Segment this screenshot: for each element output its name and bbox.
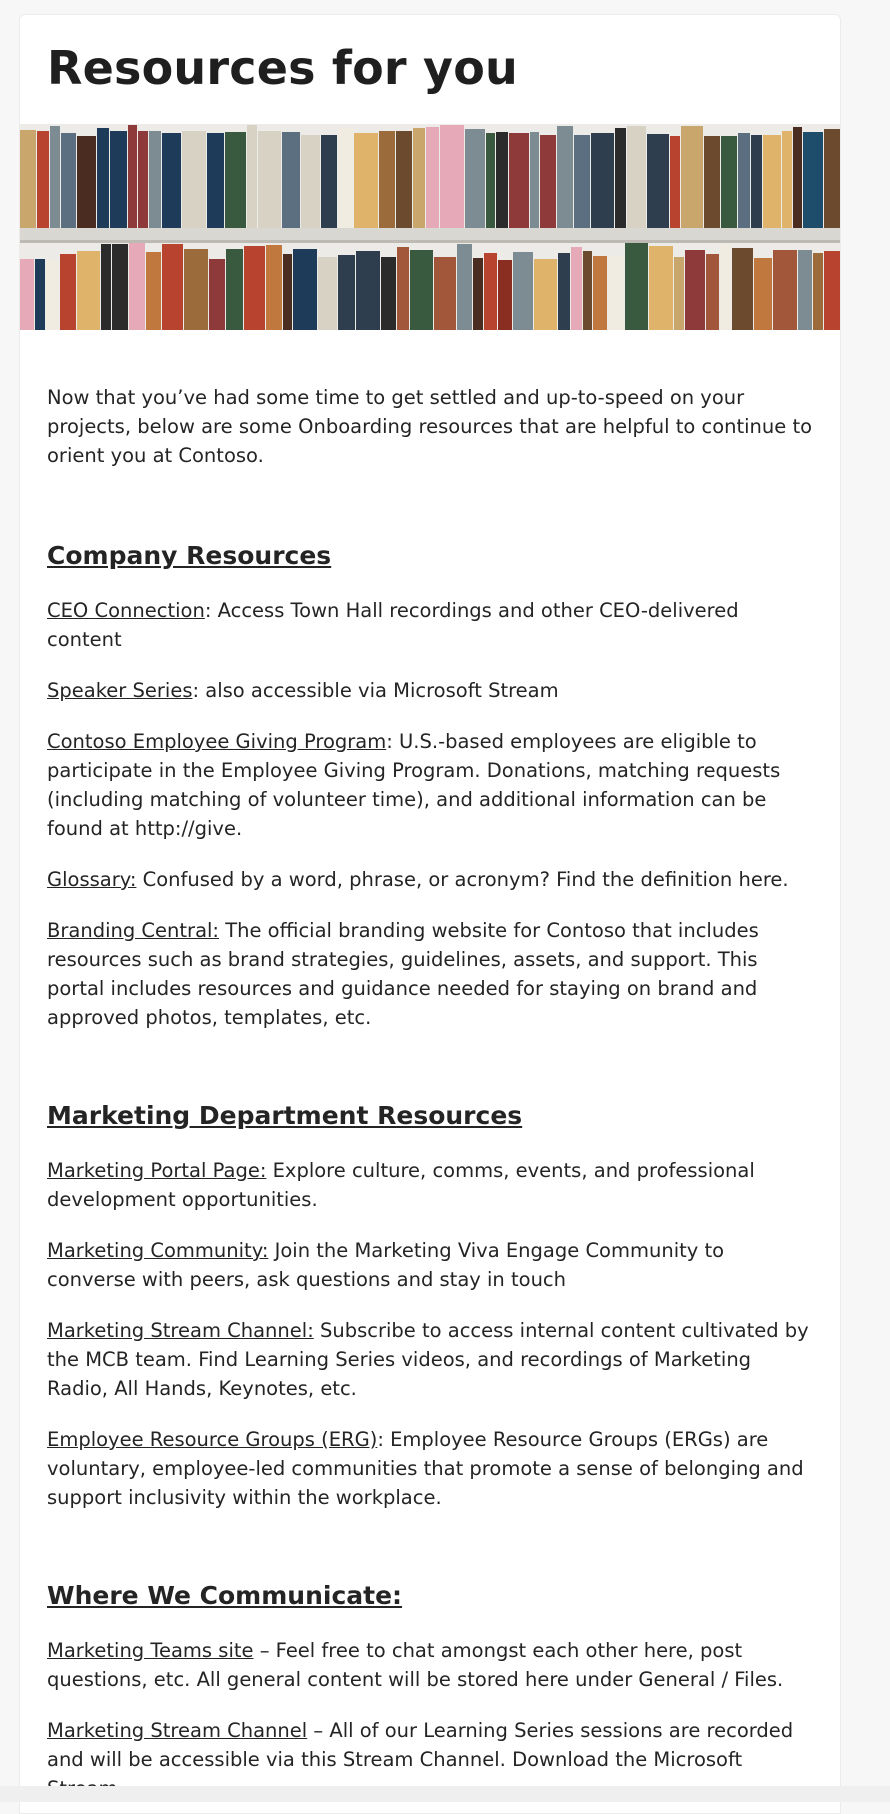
resource-description: Join the Marketing Viva Engage Community to converse with peers, ask questions and stay in touch — [47, 1239, 725, 1291]
shelf-plank — [20, 228, 841, 240]
resource-item — [47, 596, 817, 654]
resource-item — [47, 1425, 817, 1512]
book-spine — [627, 126, 646, 228]
book-spine — [793, 127, 802, 228]
book-spine — [813, 253, 823, 330]
book-spine — [681, 126, 703, 228]
book-spine — [247, 125, 257, 228]
book-spine — [574, 135, 590, 228]
book-spine — [184, 249, 208, 330]
erg-link[interactable]: Employee Resource Groups (ERG) — [47, 1428, 378, 1451]
stream-channel-link[interactable]: Marketing Stream Channel — [47, 1719, 308, 1742]
book-spine — [754, 258, 772, 330]
book-spine — [593, 256, 607, 330]
book-spine — [35, 259, 45, 330]
book-spine — [46, 260, 59, 330]
book-spine — [649, 246, 673, 330]
speaker-series-link[interactable]: Speaker Series — [47, 679, 193, 702]
book-spine — [484, 253, 497, 330]
book-spine — [738, 133, 750, 228]
book-spine — [615, 128, 626, 228]
book-spine — [338, 128, 353, 228]
book-spine — [301, 135, 320, 228]
book-spine — [37, 131, 49, 228]
book-spine — [162, 133, 181, 228]
book-spine — [763, 135, 781, 228]
marketing-teams-site-link[interactable]: Marketing Teams site — [47, 1639, 254, 1662]
book-spine — [110, 131, 127, 228]
employee-giving-link[interactable]: Contoso Employee Giving Program — [47, 730, 387, 753]
book-spine — [540, 135, 556, 228]
book-spine — [440, 125, 464, 228]
book-spine — [720, 244, 731, 330]
resource-description: : also accessible via Microsoft Stream — [192, 679, 559, 702]
book-spine — [97, 128, 109, 228]
resource-item — [47, 676, 817, 705]
marketing-resources-heading: Marketing Department Resources — [47, 1101, 523, 1130]
book-spine — [457, 244, 472, 330]
book-spine — [706, 254, 719, 330]
horizontal-scrollbar-track[interactable] — [0, 1786, 890, 1802]
content-body — [47, 383, 817, 1814]
book-spine — [379, 131, 395, 228]
book-spine — [803, 132, 823, 228]
book-spine — [101, 244, 111, 330]
book-spine — [608, 256, 624, 330]
book-spine — [60, 254, 76, 330]
book-spine — [530, 132, 539, 228]
book-spine — [266, 245, 282, 330]
bookshelf-banner-image — [20, 124, 841, 330]
book-spine — [625, 243, 648, 330]
book-spine — [824, 251, 841, 330]
book-spine — [77, 136, 96, 228]
book-spine — [396, 131, 412, 228]
resource-item — [47, 1156, 817, 1214]
book-spine — [258, 131, 281, 228]
resource-description: – All of our Learning Series sessions are recorded and will be accessible via this Stream Channel. Download the Microsoft — [47, 1719, 794, 1771]
resource-description: : U.S.-based employees are eligible to participate in the Employee Giving Program. Donations, matching requests (including matching of volunteer time), and additional information can be found at http://give. — [47, 730, 781, 840]
bookshelf-illustration — [20, 124, 841, 330]
resource-item — [47, 916, 817, 1032]
book-spine — [318, 257, 337, 330]
book-spine — [293, 249, 317, 330]
book-spine — [496, 132, 508, 228]
intro-paragraph: Now that you’ve had some time to get settled and up-to-speed on your projects, below are some Onboarding resources that are helpful to continue to orient you at Contoso. — [47, 386, 813, 467]
book-spine — [670, 136, 680, 228]
resource-item — [47, 1236, 817, 1294]
book-spine — [751, 135, 762, 228]
book-spine — [128, 125, 137, 228]
book-spine — [413, 128, 425, 228]
book-spine — [138, 131, 148, 228]
branding-central-link[interactable]: Branding Central: — [47, 919, 220, 942]
book-spine — [732, 248, 753, 330]
book-spine — [397, 247, 409, 330]
book-spine — [112, 244, 128, 330]
company-resources-heading: Company Resources — [47, 541, 332, 570]
resource-description: Explore culture, comms, events, and professional development opportunities. — [47, 1159, 755, 1211]
book-spine — [798, 250, 812, 330]
book-spine — [129, 243, 145, 330]
book-spine — [591, 133, 614, 228]
resource-description: Confused by a word, phrase, or acronym? Find the definition here. — [136, 868, 789, 891]
resource-description: Subscribe to access internal content cultivated by the MCB team. Find Learning Series videos, and recordings of Marketing Radio, All Hands, Keynotes, etc. — [47, 1319, 809, 1400]
shelf-plank-shadow — [20, 240, 841, 243]
book-spine — [61, 133, 76, 228]
book-spine — [149, 131, 161, 228]
resource-description: – Feel free to chat amongst each other here, post questions, etc. All general content will be stored here under General / Files. — [47, 1639, 784, 1691]
resource-item — [47, 1636, 817, 1694]
resource-item — [47, 1316, 817, 1403]
book-spine — [321, 135, 337, 228]
book-spine — [356, 251, 380, 330]
book-spine — [557, 126, 573, 228]
resource-description: : Access Town Hall recordings and other CEO-delivered content — [47, 599, 739, 651]
book-spine — [20, 259, 34, 330]
book-spine — [558, 253, 570, 330]
book-spine — [824, 129, 841, 228]
resource-description: : Employee Resource Groups (ERGs) are voluntary, employee-led communities that promote a sense of belonging and support inclusivity within the workplace. — [47, 1428, 804, 1509]
book-spine — [77, 251, 100, 330]
book-spine — [381, 257, 396, 330]
marketing-stream-channel-link[interactable]: Marketing Stream Channel: — [47, 1319, 314, 1342]
book-spine — [426, 127, 439, 228]
glossary-link[interactable]: Glossary: — [47, 868, 137, 891]
book-spine — [513, 252, 533, 330]
book-spine — [146, 252, 161, 330]
book-spine — [282, 132, 300, 228]
resource-item — [47, 727, 817, 843]
book-spine — [283, 254, 292, 330]
book-spine — [20, 130, 36, 228]
book-spine — [354, 133, 378, 228]
book-spine — [571, 247, 582, 330]
book-spine — [782, 131, 792, 228]
book-spine — [647, 134, 669, 228]
book-spine — [473, 258, 483, 330]
book-spine — [465, 129, 485, 228]
book-spine — [486, 133, 495, 228]
book-spine — [534, 259, 557, 330]
where-we-communicate-heading: Where We Communicate: — [47, 1581, 403, 1610]
book-spine — [338, 255, 355, 330]
marketing-portal-link[interactable]: Marketing Portal Page: — [47, 1159, 267, 1182]
book-spine — [509, 133, 529, 228]
book-spine — [225, 132, 246, 228]
book-spine — [244, 246, 265, 330]
book-spine — [209, 259, 225, 330]
book-spine — [674, 257, 684, 330]
book-spine — [410, 250, 433, 330]
book-spine — [434, 257, 456, 330]
resource-description: The official branding website for Contoso that includes resources such as brand strategies, guidelines, assets, and support. This portal includes resources and guidance needed for staying on brand and approved photos, templates, etc. — [47, 919, 759, 1029]
page-title: Resources for you — [47, 41, 518, 95]
book-spine — [685, 250, 705, 330]
book-spine — [721, 136, 737, 228]
book-spine — [498, 260, 512, 330]
book-spine — [704, 136, 720, 228]
book-spine — [226, 249, 243, 330]
book-spine — [583, 251, 592, 330]
ceo-connection-link[interactable]: CEO Connection — [47, 599, 205, 622]
book-spine — [162, 244, 183, 330]
marketing-community-link[interactable]: Marketing Community: — [47, 1239, 269, 1262]
book-spine — [207, 133, 224, 228]
resources-card — [19, 14, 841, 1814]
book-spine — [182, 131, 206, 228]
book-spine — [50, 126, 60, 228]
book-spine — [773, 250, 797, 330]
resource-item — [47, 865, 817, 894]
